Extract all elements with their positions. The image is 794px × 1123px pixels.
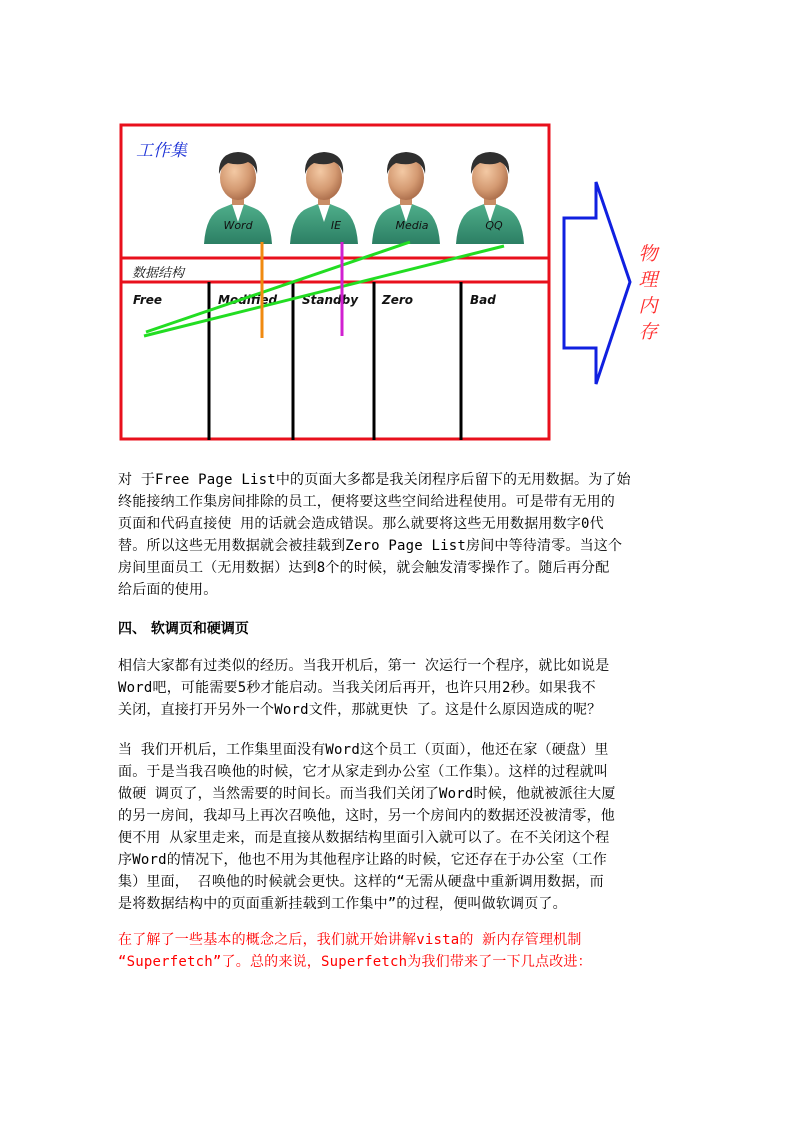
physical-memory-char: 存 [638,321,658,343]
working-set-label: 工作集 [136,141,187,161]
text-line: 序Word的情况下，他也不用为其他程序让路的时候，它还存在于办公室（工作 [118,852,607,868]
memory-diagram [118,122,678,444]
text-line: 终能接纳工作集房间排除的员工，便将要这些空间给进程使用。可是带有无用的 [118,494,615,510]
person-label: QQ [485,219,503,232]
physical-memory-char: 理 [638,269,658,291]
physical-memory-arrow [564,182,630,384]
physical-memory-char: 内 [638,295,658,317]
text-line: 便不用 从家里走来，而是直接从数据结构里面引入就可以了。在不关闭这个程 [118,830,610,846]
person-label: IE [330,219,342,232]
paragraph-experience [118,655,678,721]
text-line: 是将数据结构中的页面重新挂载到工作集中”的过程，便叫做软调页了。 [118,896,567,912]
text-line: “Superfetch”了。总的来说，Superfetch为我们带来了一下几点改进： [118,954,592,970]
text-line: 房间里面员工（无用数据）达到8个的时候，就会触发清零操作了。随后再分配 [118,560,610,576]
person-label: Word [223,219,253,232]
text-line: 集）里面， 召唤他的时候就会更快。这样的“无需从硬盘中重新调用数据，而 [118,874,604,890]
section-heading: 四、 软调页和硬调页 [118,621,249,637]
list-label-standby: Standby [302,293,359,307]
physical-memory-char: 物 [638,243,658,265]
paragraph-superfetch-intro [118,929,678,973]
text-line: 关闭，直接打开另外一个Word文件，那就更快 了。这是什么原因造成的呢？ [118,702,602,718]
text-line: 在了解了一些基本的概念之后，我们就开始讲解vista的 新内存管理机制 [118,932,582,948]
text-line: 的另一房间，我却马上再次召唤他，这时，另一个房间内的数据还没被清零，他 [118,808,615,824]
list-label-modified: Modified [218,293,278,307]
text-line: 给后面的使用。 [118,582,218,598]
list-label-free: Free [133,293,163,307]
text-line: 对 于Free Page List中的页面大多都是我关闭程序后留下的无用数据。为了始 [118,472,631,488]
person-label: Media [395,219,429,232]
paragraph-hard-soft-paging [118,739,678,915]
text-line: 面。于是当我召唤他的时候，它才从家走到办公室（工作集）。这样的过程就叫 [118,764,608,780]
list-label-bad: Bad [470,293,496,307]
text-line: Word吧，可能需要5秒才能启动。当我关闭后再开，也许只用2秒。如果我不 [118,680,596,696]
text-line: 替。所以这些无用数据就会被挂载到Zero Page List房间中等待清零。当这个 [118,538,623,554]
text-line: 做硬 调页了，当然需要的时间长。而当我们关闭了Word时候，他就被派往大厦 [118,786,616,802]
text-line: 页面和代码直接使 用的话就会造成错误。那么就要将这些无用数据用数字0代 [118,516,604,532]
text-line: 当 我们开机后，工作集里面没有Word这个员工（页面），他还在家（硬盘）里 [118,742,609,758]
text-line: 相信大家都有过类似的经历。当我开机后，第一 次运行一个程序，就比如说是 [118,658,610,674]
list-label-zero: Zero [382,293,414,307]
paragraph-free-page-list [118,469,678,601]
data-structure-label: 数据结构 [132,266,185,281]
